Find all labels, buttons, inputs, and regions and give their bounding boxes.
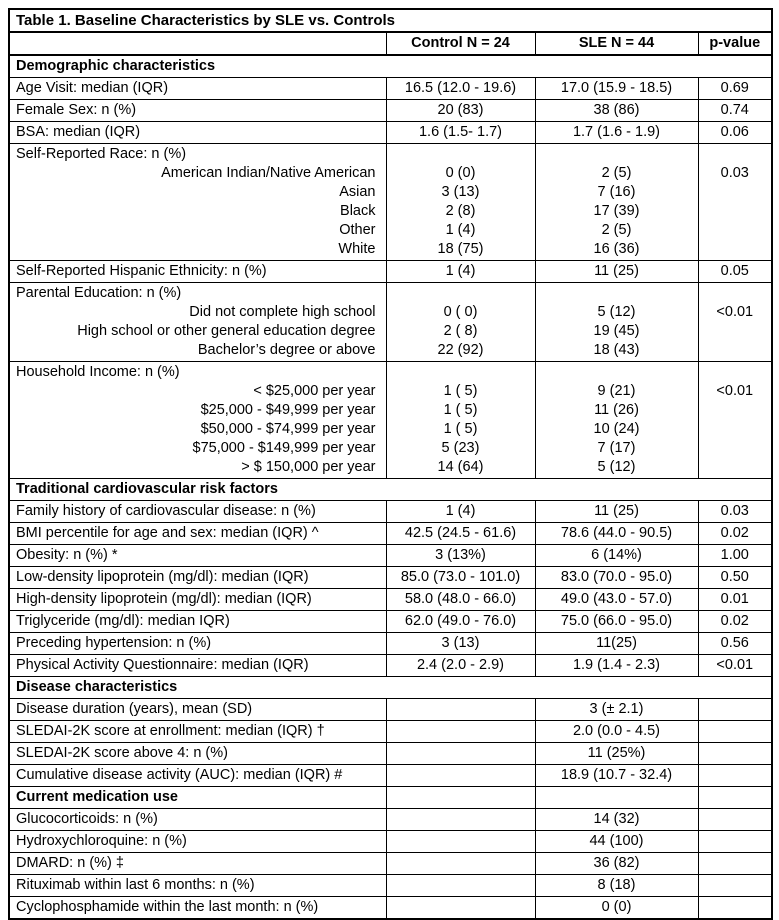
- table-row: [9, 261, 772, 283]
- pvalue-cell: 0.03: [698, 501, 772, 523]
- section-header-row: [9, 479, 772, 501]
- table-row: [9, 633, 772, 655]
- table-row: [9, 122, 772, 144]
- pvalue-cell: 0.69: [698, 78, 772, 100]
- control-value: 0 (0): [445, 165, 476, 181]
- row-label-cell: SLEDAI-2K score at enrollment: median (IQR) †: [9, 721, 386, 743]
- control-cell: 42.5 (24.5 - 61.6): [386, 523, 535, 545]
- sle-cell: 83.0 (70.0 - 95.0): [535, 567, 698, 589]
- column-header-pvalue: p-value: [698, 32, 772, 55]
- pvalue-cell: [698, 765, 772, 787]
- table-row: [9, 100, 772, 122]
- control-cell: [386, 362, 535, 479]
- blank-line: [705, 284, 766, 303]
- control-cell: [386, 721, 535, 743]
- column-header-control: Control N = 24: [386, 32, 535, 55]
- table-row: [9, 875, 772, 897]
- control-value: 18 (75): [437, 241, 484, 257]
- control-cell: [386, 831, 535, 853]
- row-label-cell: Female Sex: n (%): [9, 100, 386, 122]
- sle-value: 11 (26): [594, 402, 639, 418]
- control-cell: 58.0 (48.0 - 66.0): [386, 589, 535, 611]
- pvalue: <0.01: [716, 383, 754, 399]
- sle-value: 10 (24): [593, 421, 640, 437]
- pvalue-cell: [698, 831, 772, 853]
- table-row: [9, 545, 772, 567]
- sle-value: 19 (45): [593, 323, 640, 339]
- control-cell: 20 (83): [386, 100, 535, 122]
- pvalue-cell: [698, 283, 772, 362]
- sle-cell: 1.9 (1.4 - 2.3): [535, 655, 698, 677]
- row-label-cell: Rituximab within last 6 months: n (%): [9, 875, 386, 897]
- sle-value: 16 (36): [593, 241, 640, 257]
- table-row: [9, 809, 772, 831]
- row-label-cell: [9, 283, 386, 362]
- pvalue-cell: 0.05: [698, 261, 772, 283]
- pvalue-cell: 0.02: [698, 523, 772, 545]
- pvalue-cell: 0.56: [698, 633, 772, 655]
- row-label-cell: BMI percentile for age and sex: median (IQR) ^: [9, 523, 386, 545]
- pvalue-cell: [698, 809, 772, 831]
- row-label-cell: BSA: median (IQR): [9, 122, 386, 144]
- sle-cell: 18.9 (10.7 - 32.4): [535, 765, 698, 787]
- control-value: 1 ( 5): [443, 402, 478, 418]
- sle-cell: 36 (82): [535, 853, 698, 875]
- control-cell: 1 (4): [386, 501, 535, 523]
- sle-value: 5 (12): [597, 459, 636, 475]
- table-body: [9, 9, 772, 919]
- table-row: [9, 283, 772, 362]
- row-label-cell: Triglyceride (mg/dl): median IQR): [9, 611, 386, 633]
- pvalue-cell: [698, 743, 772, 765]
- row-label-cell: Hydroxychloroquine: n (%): [9, 831, 386, 853]
- table-row: [9, 743, 772, 765]
- pvalue-cell: 1.00: [698, 545, 772, 567]
- control-value: 1 ( 5): [443, 383, 478, 399]
- row-label-cell: Cyclophosphamide within the last month: n (%): [9, 897, 386, 920]
- pvalue-cell: [698, 699, 772, 721]
- row-label-cell: Low-density lipoprotein (mg/dl): median (IQR): [9, 567, 386, 589]
- row-label-cell: [9, 362, 386, 479]
- row-label-cell: Cumulative disease activity (AUC): median (IQR) #: [9, 765, 386, 787]
- sub-row-label: American Indian/Native American: [161, 165, 376, 181]
- sle-value: 2 (5): [601, 165, 632, 181]
- table-row: [9, 765, 772, 787]
- table-row: [9, 567, 772, 589]
- blank-line: [705, 363, 766, 382]
- sle-cell: 8 (18): [535, 875, 698, 897]
- row-label: Parental Education: n (%): [16, 285, 182, 301]
- pvalue-cell: 0.02: [698, 611, 772, 633]
- column-header-label: [9, 32, 386, 55]
- sle-cell: 49.0 (43.0 - 57.0): [535, 589, 698, 611]
- sle-cell: 1.7 (1.6 - 1.9): [535, 122, 698, 144]
- sub-row-label: > $ 150,000 per year: [241, 459, 376, 475]
- sle-cell: 11 (25%): [535, 743, 698, 765]
- row-label-cell: Physical Activity Questionnaire: median (IQR): [9, 655, 386, 677]
- pvalue-cell: <0.01: [698, 655, 772, 677]
- sle-value: 17 (39): [593, 203, 640, 219]
- pvalue-cell: 0.50: [698, 567, 772, 589]
- pvalue-cell: 0.06: [698, 122, 772, 144]
- sub-row-label: $25,000 - $49,999 per year: [200, 402, 376, 418]
- sle-cell: [535, 283, 698, 362]
- baseline-characteristics-table: [8, 8, 773, 920]
- table-row: [9, 655, 772, 677]
- table-title-row: [9, 9, 772, 32]
- pvalue-cell: [698, 853, 772, 875]
- control-value: 1 (4): [445, 222, 476, 238]
- sle-cell: 0 (0): [535, 897, 698, 920]
- pvalue-cell: 0.01: [698, 589, 772, 611]
- control-cell: 85.0 (73.0 - 101.0): [386, 567, 535, 589]
- sle-cell: 38 (86): [535, 100, 698, 122]
- row-label-cell: Disease duration (years), mean (SD): [9, 699, 386, 721]
- control-cell: [386, 699, 535, 721]
- sub-row-label: Black: [340, 203, 376, 219]
- blank-line: [705, 145, 766, 164]
- sle-value: 7 (17): [597, 440, 636, 456]
- section-header-sle-cell: [535, 787, 698, 809]
- sle-value: 2 (5): [601, 222, 632, 238]
- column-header-sle: SLE N = 44: [535, 32, 698, 55]
- control-cell: 62.0 (49.0 - 76.0): [386, 611, 535, 633]
- pvalue: <0.01: [716, 304, 754, 320]
- table-row: [9, 362, 772, 479]
- table-row: [9, 699, 772, 721]
- control-cell: 1 (4): [386, 261, 535, 283]
- sub-row-label: White: [338, 241, 376, 257]
- sle-cell: 14 (32): [535, 809, 698, 831]
- sub-row-label: $50,000 - $74,999 per year: [200, 421, 376, 437]
- sle-cell: 78.6 (44.0 - 90.5): [535, 523, 698, 545]
- table-row: [9, 78, 772, 100]
- pvalue-cell: [698, 362, 772, 479]
- control-value: 2 ( 8): [443, 323, 478, 339]
- table-row: [9, 897, 772, 920]
- control-cell: 3 (13%): [386, 545, 535, 567]
- row-label-cell: High-density lipoprotein (mg/dl): median (IQR): [9, 589, 386, 611]
- sle-value: 5 (12): [597, 304, 636, 320]
- pvalue-cell: [698, 875, 772, 897]
- control-cell: [386, 765, 535, 787]
- sle-cell: 3 (± 2.1): [535, 699, 698, 721]
- sle-cell: 11 (25): [535, 261, 698, 283]
- control-value: 1 ( 5): [443, 421, 478, 437]
- sub-row-label: Did not complete high school: [189, 304, 376, 320]
- pvalue: 0.03: [720, 165, 749, 181]
- blank-line: [542, 145, 692, 164]
- control-cell: [386, 875, 535, 897]
- section-header-row: [9, 787, 772, 809]
- sle-value: 7 (16): [597, 184, 636, 200]
- sle-cell: 44 (100): [535, 831, 698, 853]
- section-header-row: [9, 677, 772, 699]
- blank-line: [542, 284, 692, 303]
- section-header-pvalue-cell: [698, 787, 772, 809]
- table-row: [9, 853, 772, 875]
- sub-row-label: High school or other general education degree: [77, 323, 376, 339]
- pvalue-cell: [698, 897, 772, 920]
- control-cell: 2.4 (2.0 - 2.9): [386, 655, 535, 677]
- row-label-cell: Age Visit: median (IQR): [9, 78, 386, 100]
- control-cell: 3 (13): [386, 633, 535, 655]
- table-row: [9, 501, 772, 523]
- pvalue-cell: 0.74: [698, 100, 772, 122]
- sle-cell: 6 (14%): [535, 545, 698, 567]
- pvalue-cell: [698, 721, 772, 743]
- sub-row-label: < $25,000 per year: [253, 383, 376, 399]
- row-label-cell: SLEDAI-2K score above 4: n (%): [9, 743, 386, 765]
- sle-cell: [535, 144, 698, 261]
- row-label: Household Income: n (%): [16, 364, 180, 380]
- section-header: Traditional cardiovascular risk factors: [9, 479, 772, 501]
- control-cell: 16.5 (12.0 - 19.6): [386, 78, 535, 100]
- section-header-control-cell: [386, 787, 535, 809]
- pvalue-cell: [698, 144, 772, 261]
- section-header: Demographic characteristics: [9, 55, 772, 78]
- sle-cell: 11(25): [535, 633, 698, 655]
- table-row: [9, 721, 772, 743]
- sle-value: 9 (21): [597, 383, 636, 399]
- control-cell: [386, 897, 535, 920]
- table-row: [9, 831, 772, 853]
- control-cell: [386, 743, 535, 765]
- table-row: [9, 589, 772, 611]
- row-label: Self-Reported Race: n (%): [16, 146, 187, 162]
- sub-row-label: $75,000 - $149,999 per year: [192, 440, 376, 456]
- control-cell: [386, 144, 535, 261]
- sub-row-label: Asian: [339, 184, 376, 200]
- table-row: [9, 523, 772, 545]
- blank-line: [393, 145, 529, 164]
- control-cell: [386, 283, 535, 362]
- section-header: Disease characteristics: [9, 677, 772, 699]
- row-label-cell: Glucocorticoids: n (%): [9, 809, 386, 831]
- row-label-cell: DMARD: n (%) ‡: [9, 853, 386, 875]
- row-label-cell: Preceding hypertension: n (%): [9, 633, 386, 655]
- sub-row-label: Other: [339, 222, 376, 238]
- sle-cell: 17.0 (15.9 - 18.5): [535, 78, 698, 100]
- blank-line: [542, 363, 692, 382]
- control-cell: [386, 809, 535, 831]
- row-label-cell: Obesity: n (%) *: [9, 545, 386, 567]
- control-value: 14 (64): [437, 459, 484, 475]
- sle-value: 18 (43): [593, 342, 640, 358]
- sub-row-label: Bachelor’s degree or above: [197, 342, 376, 358]
- column-header-row: [9, 32, 772, 55]
- blank-line: [393, 284, 529, 303]
- control-value: 22 (92): [437, 342, 484, 358]
- sle-cell: 11 (25): [535, 501, 698, 523]
- control-value: 3 (13): [441, 184, 480, 200]
- blank-line: [393, 363, 529, 382]
- control-value: 5 (23): [441, 440, 480, 456]
- table-row: [9, 144, 772, 261]
- table-row: [9, 611, 772, 633]
- row-label-cell: Self-Reported Hispanic Ethnicity: n (%): [9, 261, 386, 283]
- sle-cell: [535, 362, 698, 479]
- sle-cell: 75.0 (66.0 - 95.0): [535, 611, 698, 633]
- row-label-cell: Family history of cardiovascular disease: n (%): [9, 501, 386, 523]
- control-value: 2 (8): [445, 203, 476, 219]
- table-title: Table 1. Baseline Characteristics by SLE vs. Controls: [9, 9, 772, 32]
- section-header: Current medication use: [9, 787, 386, 809]
- control-cell: [386, 853, 535, 875]
- control-cell: 1.6 (1.5- 1.7): [386, 122, 535, 144]
- section-header-row: [9, 55, 772, 78]
- row-label-cell: [9, 144, 386, 261]
- sle-cell: 2.0 (0.0 - 4.5): [535, 721, 698, 743]
- control-value: 0 ( 0): [443, 304, 478, 320]
